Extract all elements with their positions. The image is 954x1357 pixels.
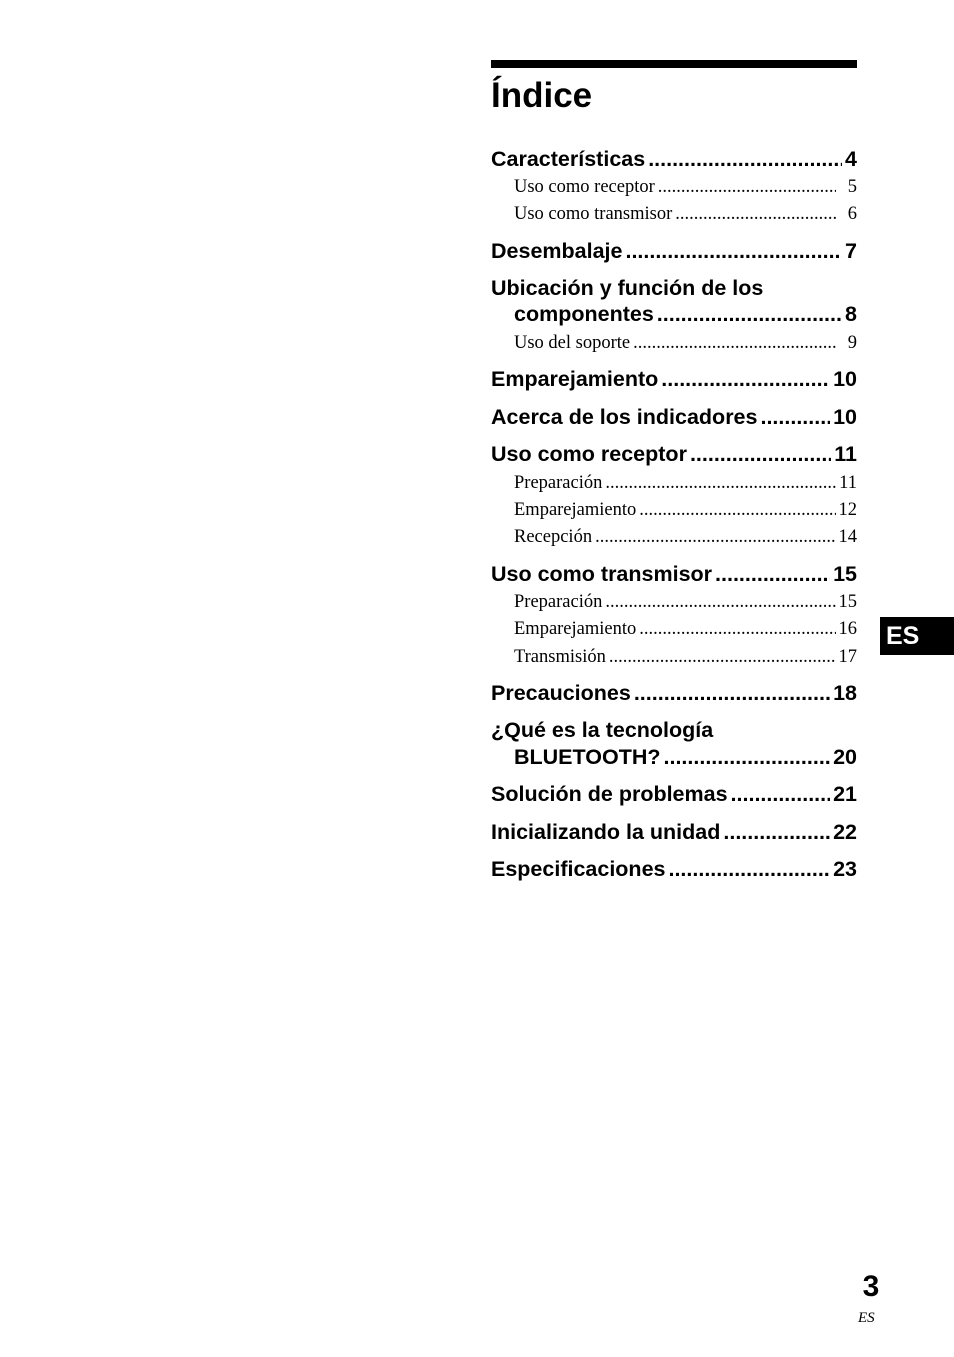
page-title: Índice bbox=[491, 76, 593, 115]
toc-entry-title: Ubicación y función de los bbox=[491, 275, 764, 300]
dot-leader bbox=[760, 405, 830, 430]
dot-leader bbox=[634, 681, 830, 706]
toc-page-number: 16 bbox=[838, 619, 857, 640]
toc-page-number: 18 bbox=[833, 680, 857, 705]
dot-leader bbox=[715, 562, 830, 587]
toc-page-number: 7 bbox=[845, 238, 857, 263]
dot-leader bbox=[690, 442, 831, 467]
top-rule bbox=[491, 60, 857, 68]
toc-entry-title: Emparejamiento bbox=[514, 619, 637, 640]
toc-entry-title: Inicializando la unidad bbox=[491, 819, 721, 844]
dot-leader bbox=[658, 177, 836, 198]
toc-page-number: 15 bbox=[833, 561, 857, 586]
toc-page-number: 15 bbox=[838, 592, 857, 613]
toc-entry-title: Características bbox=[491, 146, 646, 171]
dot-leader bbox=[675, 204, 836, 225]
dot-leader bbox=[639, 619, 835, 640]
toc-entry-title: Uso del soporte bbox=[514, 333, 631, 354]
page-language-code: ES bbox=[858, 1310, 875, 1326]
toc-entry-title: Emparejamiento bbox=[514, 500, 637, 521]
toc-page-number: 17 bbox=[838, 647, 857, 668]
toc-entry-title: Transmisión bbox=[514, 647, 606, 668]
toc-entry-title: Especificaciones bbox=[491, 856, 666, 881]
dot-leader bbox=[633, 333, 836, 354]
dot-leader bbox=[639, 500, 835, 521]
dot-leader bbox=[731, 782, 831, 807]
dot-leader bbox=[723, 820, 830, 845]
toc-page-number: 20 bbox=[833, 744, 857, 769]
toc-page-number: 11 bbox=[839, 473, 857, 494]
dot-leader bbox=[605, 592, 835, 613]
toc-entry-title: Acerca de los indicadores bbox=[491, 404, 758, 429]
toc-page-number: 10 bbox=[833, 404, 857, 429]
toc-entry-title: Uso como receptor bbox=[514, 177, 655, 198]
dot-leader bbox=[657, 302, 842, 327]
page-number: 3 bbox=[862, 1270, 880, 1303]
dot-leader bbox=[605, 473, 836, 494]
dot-leader bbox=[625, 239, 842, 264]
toc-entry-title: Desembalaje bbox=[491, 238, 623, 263]
toc-entry-title: Emparejamiento bbox=[491, 366, 659, 391]
toc-entry-title-continued: BLUETOOTH? bbox=[514, 744, 661, 769]
dot-leader bbox=[595, 527, 835, 548]
dot-leader bbox=[664, 745, 831, 770]
toc-page-number: 8 bbox=[845, 301, 857, 326]
toc-page-number: 5 bbox=[847, 177, 857, 198]
toc-page-number: 11 bbox=[834, 441, 857, 466]
dot-leader bbox=[648, 147, 842, 172]
dot-leader bbox=[661, 367, 830, 392]
toc-entry-title: Uso como transmisor bbox=[491, 561, 713, 586]
toc-page-number: 6 bbox=[847, 204, 857, 225]
toc-page-number: 9 bbox=[847, 333, 857, 354]
toc-page-number: 22 bbox=[833, 819, 857, 844]
language-tab: ES bbox=[880, 617, 954, 655]
toc-entry-title: ¿Qué es la tecnología bbox=[491, 717, 714, 742]
dot-leader bbox=[668, 857, 830, 882]
toc-page-number: 12 bbox=[838, 500, 857, 521]
toc-entry-title-continued: componentes bbox=[514, 301, 654, 326]
toc-entry-title: Recepción bbox=[514, 527, 593, 548]
toc-page-number: 14 bbox=[838, 527, 857, 548]
toc-page-number: 10 bbox=[833, 366, 857, 391]
toc-page-number: 23 bbox=[833, 856, 857, 881]
toc-entry-title: Uso como transmisor bbox=[514, 204, 673, 225]
toc-page-number: 4 bbox=[845, 146, 857, 171]
toc-entry-title: Uso como receptor bbox=[491, 441, 687, 466]
toc-page-number: 21 bbox=[833, 781, 857, 806]
dot-leader bbox=[609, 647, 836, 668]
toc-entry-title: Preparación bbox=[514, 592, 603, 613]
toc-entry-title: Preparación bbox=[514, 473, 603, 494]
toc-entry-title: Solución de problemas bbox=[491, 781, 728, 806]
toc-entry-title: Precauciones bbox=[491, 680, 631, 705]
